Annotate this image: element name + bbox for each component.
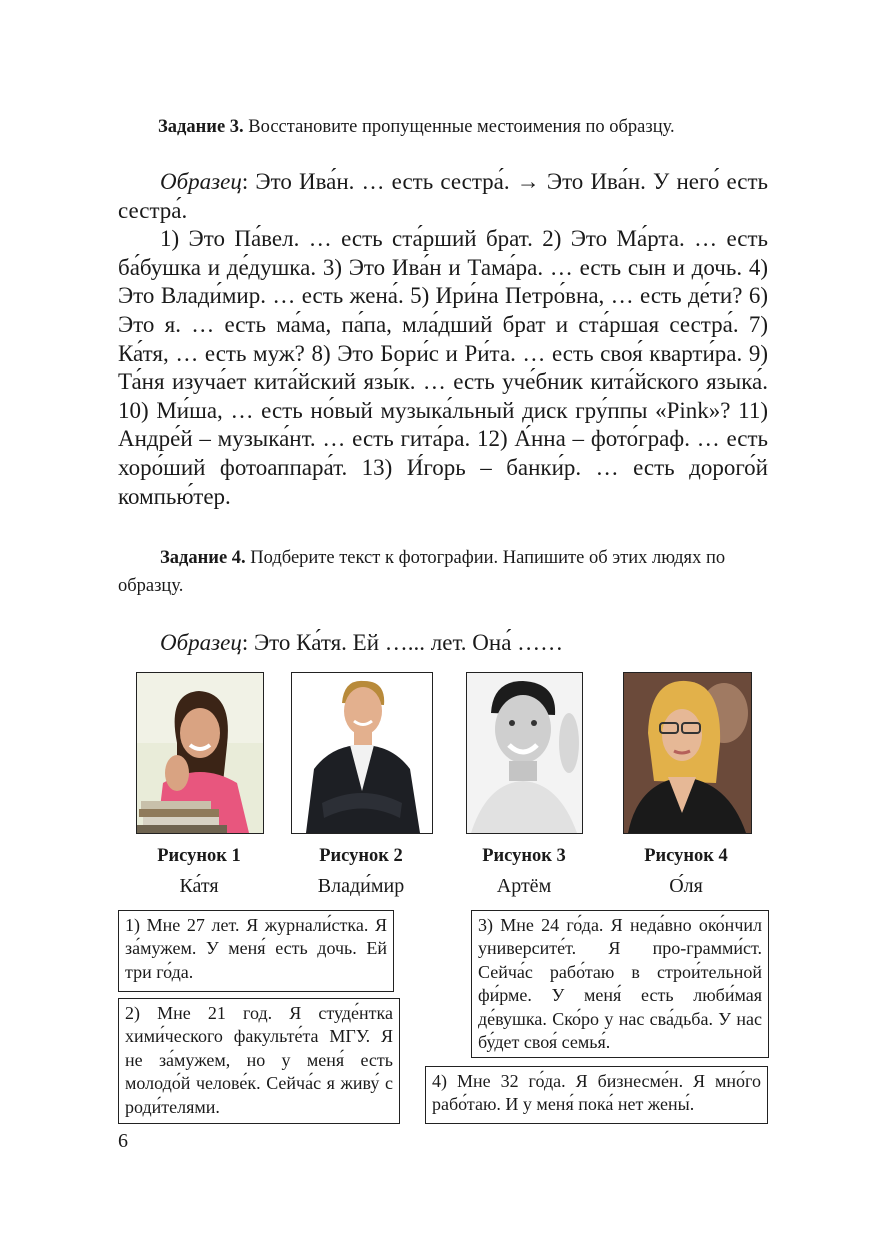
sample-text: : Это Ка́тя. Ей …... лет. Она́ …… bbox=[241, 630, 564, 655]
exercise3 bbox=[118, 168, 768, 511]
figure3-caption: Рисунок 3 bbox=[482, 846, 566, 866]
figure1-caption: Рисунок 1 bbox=[157, 846, 241, 866]
photo-vladimir-image bbox=[292, 673, 432, 833]
figure2-name: Влади́мир bbox=[317, 875, 405, 897]
exercise3-sample bbox=[118, 168, 768, 225]
figure2-caption: Рисунок 2 bbox=[319, 846, 403, 866]
task4-heading bbox=[118, 544, 768, 600]
text-box-4: 4) Мне 32 го́да. Я бизнесме́н. Я мно́го рабо́таю. И у меня́ пока́ нет жены́. bbox=[425, 1066, 768, 1124]
photo-katya bbox=[136, 672, 264, 834]
figure4-name: О́ля bbox=[669, 875, 703, 897]
figure3-name: Артём bbox=[496, 875, 552, 897]
task3-label: Задание 3. bbox=[158, 117, 244, 137]
text-box-3: 3) Мне 24 го́да. Я неда́вно око́нчил университе́т. Я про-грамми́ст. Сейча́с рабо́таю в строи́тельной фи́рме. У меня́ есть люби́мая де́вушка. Ско́ро у нас сва́дьба. У нас бу́дет своя́ семья́. bbox=[471, 910, 769, 1058]
sample-label: Образец bbox=[160, 169, 242, 194]
photo-vladimir bbox=[291, 672, 433, 834]
exercise3-items: 1) Это Па́вел. … есть ста́рший брат. 2) Это Ма́рта. … есть ба́бушка и де́душка. 3) Это Ива́н и Тама́ра. … есть сын и дочь. 4) Это Влади́мир. … есть жена́. 5) Ири́на Петро́вна, … есть де́ти? 6) Это я. … есть ма́ма, па́па, мла́дший брат и ста́ршая сестра́. 7) Ка́тя, … есть муж? 8) Это Бори́с и Ри́та. … есть своя́ кварти́ра. 9) Та́ня изуча́ет кита́йский язы́к. … есть уче́бник кита́йского языка́. 10) Ми́ша, … есть но́вый музыка́льный диск гру́ппы «Pink»? 11) Андре́й – музыка́нт. … есть гита́ра. 12) А́нна – фото́граф. … есть хоро́ший фотоаппара́т. 13) И́горь – банки́р. … есть дорого́й компью́тер. bbox=[118, 226, 768, 509]
photo-olya bbox=[623, 672, 752, 834]
sample-text: : Это Ива́н. … есть сестра́. → Это Ива́н. У него́ есть сестра́. bbox=[118, 169, 768, 223]
task3-heading bbox=[158, 114, 778, 140]
task4-label: Задание 4. bbox=[160, 548, 246, 568]
page-number: 6 bbox=[118, 1130, 128, 1152]
figure1-name: Ка́тя bbox=[179, 875, 219, 897]
text-box-2: 2) Мне 21 год. Я студе́нтка хими́ческого факульте́та МГУ. Я не за́мужем, но у меня́ есть молодо́й челове́к. Сейча́с я живу́ с роди́телями. bbox=[118, 998, 400, 1124]
photo-artyom-image bbox=[467, 673, 582, 833]
task3-instruction: Восстановите пропущенные местоимения по образцу. bbox=[248, 117, 675, 137]
task4-instruction: Подберите текст к фотографии. Напишите об этих людях по образцу. bbox=[118, 548, 726, 596]
text-box-1: 1) Мне 27 лет. Я журнали́стка. Я за́мужем. У меня́ есть дочь. Ей три го́да. bbox=[118, 910, 394, 992]
photo-artyom bbox=[466, 672, 583, 834]
photo-olya-image bbox=[624, 673, 751, 833]
sample-label: Образец bbox=[160, 630, 242, 655]
figure4-caption: Рисунок 4 bbox=[644, 846, 728, 866]
exercise4-sample bbox=[160, 628, 563, 658]
photo-katya-image bbox=[137, 673, 263, 833]
